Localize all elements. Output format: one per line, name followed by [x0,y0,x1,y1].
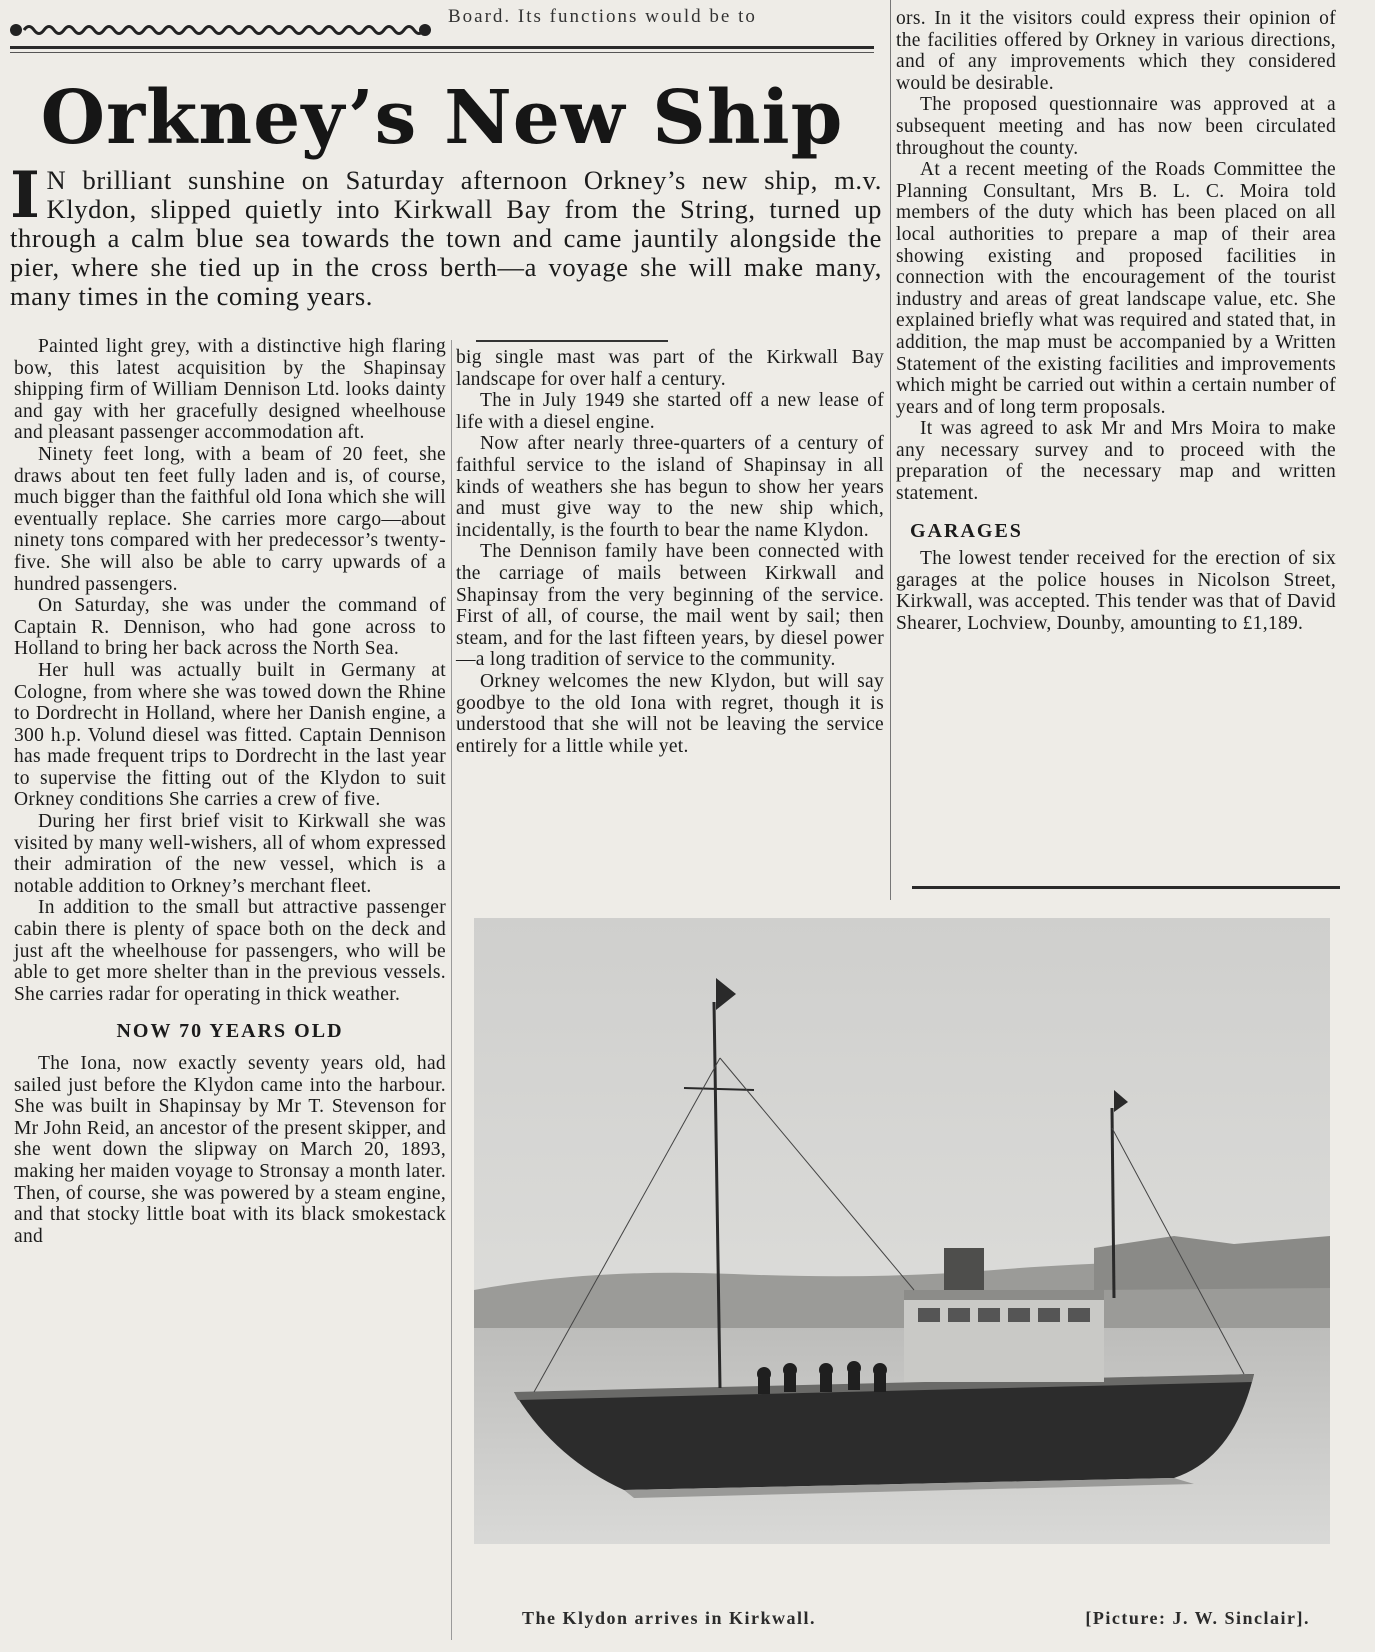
subhead-garages: GARAGES [910,519,1023,542]
middle-column-rule [476,340,668,342]
middle-paragraph-5: Orkney welcomes the new Klydon, but will say goodbye to the old Iona with regret, though it is understood that she will not be leaving the service entirely for a little while yet. [456,670,884,757]
caption-text: The Klydon arrives in Kirkwall. [522,1608,817,1628]
right-column-end-rule [912,886,1340,889]
right-paragraph-3: At a recent meeting of the Roads Committee the Planning Consultant, Mrs B. L. C. Moira told members of the duty which has been placed on all local authorities to prepare a map of their area showing existing and proposed facilities in connection with the encouragement of the tourist industry and areas of great landscape value, etc. She explained briefly what was required and stated that, in addition, the map must be accompanied by a Written Statement of the existing facilities and improvements which might be carried out within a certain number of years and of long term proposals. [896,159,1336,418]
left-column [14,336,446,1247]
column-divider-right [890,0,891,900]
clipped-header-text: Board. Its functions would be to [448,6,757,27]
middle-column [456,347,884,757]
article-headline: Orkney’s New Ship [40,75,844,161]
drop-cap: I [10,158,41,233]
photo-credit: [Picture: J. W. Sinclair]. [1085,1608,1310,1628]
left-paragraph-6: In addition to the small but attractive passenger cabin there is plenty of space both on the deck and just aft the wheelhouse for passengers, who will be able to get more shelter than in the previous vessels. She carries radar for operating in thick weather. [14,897,446,1005]
right-paragraph-2: The proposed questionnaire was approved at a subsequent meeting and has now been circulated throughout the county. [896,94,1336,159]
subhead-now-70-years-old: NOW 70 YEARS OLD [116,1020,344,1043]
left-paragraph-1: Painted light grey, with a distinctive high flaring bow, this latest acquisition by the Shapinsay shipping firm of William Dennison Ltd. looks dainty and gay with her gracefully designed wheelhouse and pleasant passenger accommodation aft. [14,336,446,444]
left-paragraph-7: The Iona, now exactly seventy years old, had sailed just before the Klydon came into the harbour. She was built in Shapinsay by Mr T. Stevenson for Mr John Reid, an ancestor of the present skipper, and she went down the slipway on March 20, 1893, making her maiden voyage to Stronsay a month later. Then, of course, she was powered by a steam engine, and that stocky little boat with its black smokestack and [14,1053,446,1247]
top-rule-thin [10,52,874,53]
ship-photograph [474,918,1330,1544]
middle-paragraph-4: The Dennison family have been connected with the carriage of mails between Kirkwall and Shapinsay from the very beginning of the service. First of all, of course, the mail went by sail; then steam, and for the last fifteen years, by diesel power—a long tradition of service to the community. [456,541,884,671]
left-paragraph-2: Ninety feet long, with a beam of 20 feet, she draws about ten feet fully laden and is, of course, much bigger than the faithful old Iona which she will eventually replace. She carries more cargo—about ninety tons compared with her predecessor’s twenty-five. She will also be able to carry upwards of a hundred passengers. [14,443,446,595]
middle-paragraph-2: The in July 1949 she started off a new lease of life with a diesel engine. [456,390,884,433]
left-paragraph-5: During her first brief visit to Kirkwall she was visited by many well-wishers, all of whom expressed their admiration of the new vessel, which is a notable addition to Orkney’s merchant fleet. [14,811,446,897]
right-column [896,8,1336,635]
decorative-wavy-rule [8,18,433,40]
right-paragraph-1: ors. In it the visitors could express their opinion of the facilities offered by Orkney in various directions, and of any improvements which they considered would be desirable. [896,8,1336,94]
right-paragraph-4: It was agreed to ask Mr and Mrs Moira to make any necessary survey and to proceed with the preparation of the necessary map and written statement. [896,418,1336,505]
left-paragraph-3: On Saturday, she was under the command of Captain R. Dennison, who had gone across to Holland to bring her back across the North Sea. [14,595,446,660]
ship-photo-image [474,918,1330,1544]
lead-paragraph [10,158,882,311]
right-paragraph-5: The lowest tender received for the erection of six garages at the police houses in Nicolson Street, Kirkwall, was accepted. This tender was that of David Shearer, Lochview, Dounby, amounting to £1,189. [896,548,1336,635]
middle-paragraph-1: big single mast was part of the Kirkwall Bay landscape for over half a century. [456,347,884,390]
top-rule [10,46,874,49]
photo-caption [474,1608,1330,1636]
left-paragraph-4: Her hull was actually built in Germany at Cologne, from where she was towed down the Rhine to Dordrecht in Holland, where her Danish engine, a 300 h.p. Volund diesel was fitted. Captain Dennison has made frequent trips to Dordrecht in the last year to supervise the fitting out of the Klydon to suit Orkney conditions She carries a crew of five. [14,659,446,811]
lead-text: N brilliant sunshine on Saturday afternoon Orkney’s new ship, m.v. Klydon, slipped quietly into Kirkwall Bay from the String, turned up through a calm blue sea towards the town and came jauntily alongside the pier, where she tied up in the cross berth—a voyage she will make many, many times in the coming years. [10,165,882,311]
column-divider-left [451,340,452,1640]
clipped-header [8,6,878,48]
middle-paragraph-3: Now after nearly three-quarters of a century of faithful service to the island of Shapinsay in all kinds of weathers she has begun to show her years and must give way to the new ship which, incidentally, is the fourth to bear the name Klydon. [456,433,884,541]
